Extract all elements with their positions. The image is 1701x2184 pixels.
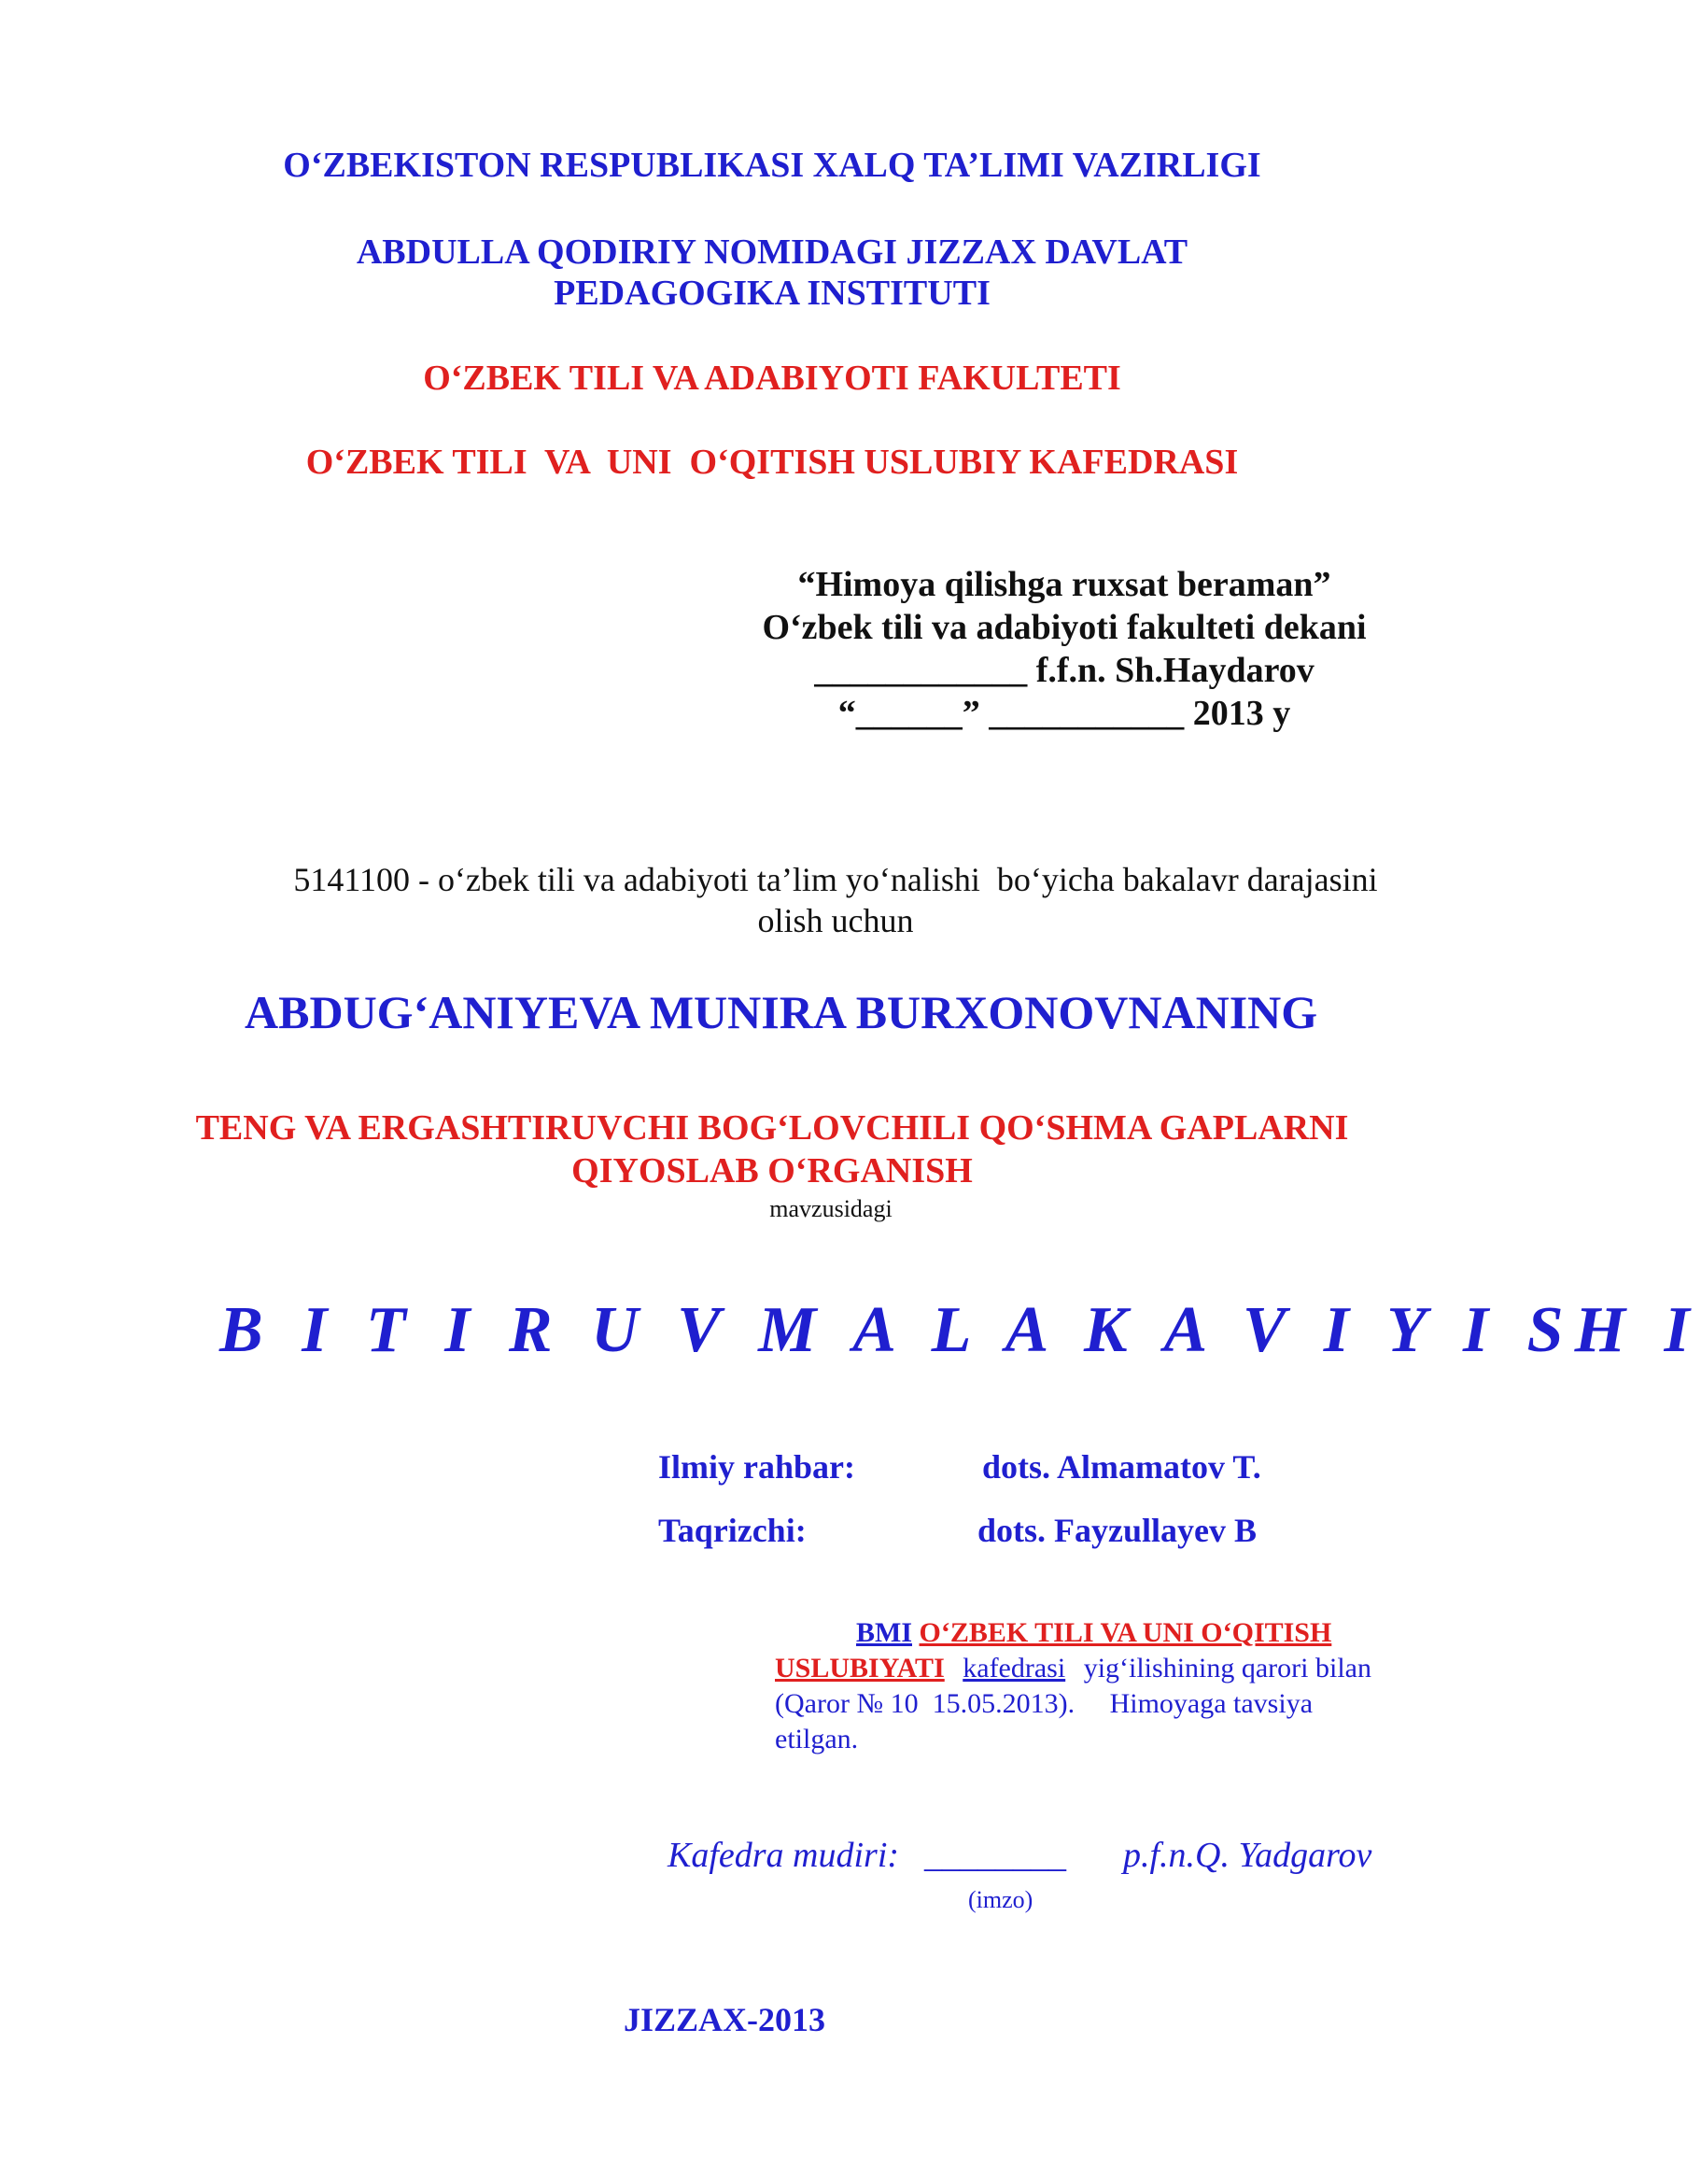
approval-line-2: O‘zbek tili va adabiyoti fakulteti dekani [762,608,1367,647]
supervisor-label: Ilmiy rahbar: [658,1448,855,1486]
reviewer-label: Taqrizchi: [658,1512,807,1549]
reviewer-name: dots. Fayzullayev B [977,1512,1258,1549]
approval-line-1: “Himoya qilishga ruxsat beraman” [797,565,1331,604]
bmi-text: BMI [856,1617,912,1648]
faculty-title: O‘ZBEK TILI VA ADABIYOTI FAKULTETI [423,359,1121,398]
approval-line-4: “______” ___________ 2013 y [837,694,1291,733]
recommendation-block [775,1615,1447,1757]
meeting-text: yig‘ilishining qarori bilan [1083,1653,1371,1684]
ministry-title: O‘ZBEKISTON RESPUBLIKASI XALQ TA’LIMI VAZIRLIGI [283,146,1261,185]
institute-title-line1: ABDULLA QODIRIY NOMIDAGI JIZZAX DAVLAT [356,232,1188,272]
signature-blank: ________ [924,1836,1066,1875]
degree-purpose [224,859,1447,941]
signature-hint: (imzo) [968,1886,1033,1913]
work-type-title: B I T I R U V M A L A K A V I Y I SH I [219,1294,1701,1366]
department-title: O‘ZBEK TILI VA UNI O‘QITISH USLUBIY KAFEDRASI [305,443,1239,482]
topic-line-1: TENG VA ERGASHTIRUVCHI BOG‘LOVCHILI QO‘SHMA GAPLARNI [195,1108,1349,1148]
degree-line-1: 5141100 - o‘zbek tili va adabiyoti ta’lim yo‘nalishi bo‘yicha bakalavr darajasini [293,861,1378,898]
institute-title-line2: PEDAGOGIKA INSTITUTI [554,274,991,313]
head-name: p.f.n.Q. Yadgarov [1123,1836,1372,1875]
department-part-2: USLUBIYATI [775,1653,945,1684]
supervisor-name: dots. Almamatov T. [982,1448,1261,1486]
recommendation-line-2 [775,1651,1447,1686]
approval-block [710,563,1419,735]
department-part-1: O‘ZBEK TILI VA UNI O‘QITISH [919,1617,1332,1648]
thesis-topic [0,1106,1544,1192]
topic-suffix: mavzusidagi [769,1195,893,1222]
topic-line-2: QIYOSLAB O‘RGANISH [571,1151,973,1191]
recommendation-line-1 [775,1615,1447,1651]
approval-line-3: ____________ f.f.n. Sh.Haydarov [814,651,1314,690]
author-name: ABDUG‘ANIYEVA MUNIRA BURXONOVNANING [245,986,1318,1038]
degree-line-2: olish uchun [757,902,914,939]
recommendation-line-3: (Qaror № 10 15.05.2013). Himoyaga tavsiya [775,1688,1314,1719]
head-label: Kafedra mudiri: [668,1836,900,1875]
recommendation-line-4: etilgan. [775,1724,859,1754]
city-year: JIZZAX-2013 [624,2001,826,2038]
kafedrasi-text: kafedrasi [963,1653,1066,1684]
